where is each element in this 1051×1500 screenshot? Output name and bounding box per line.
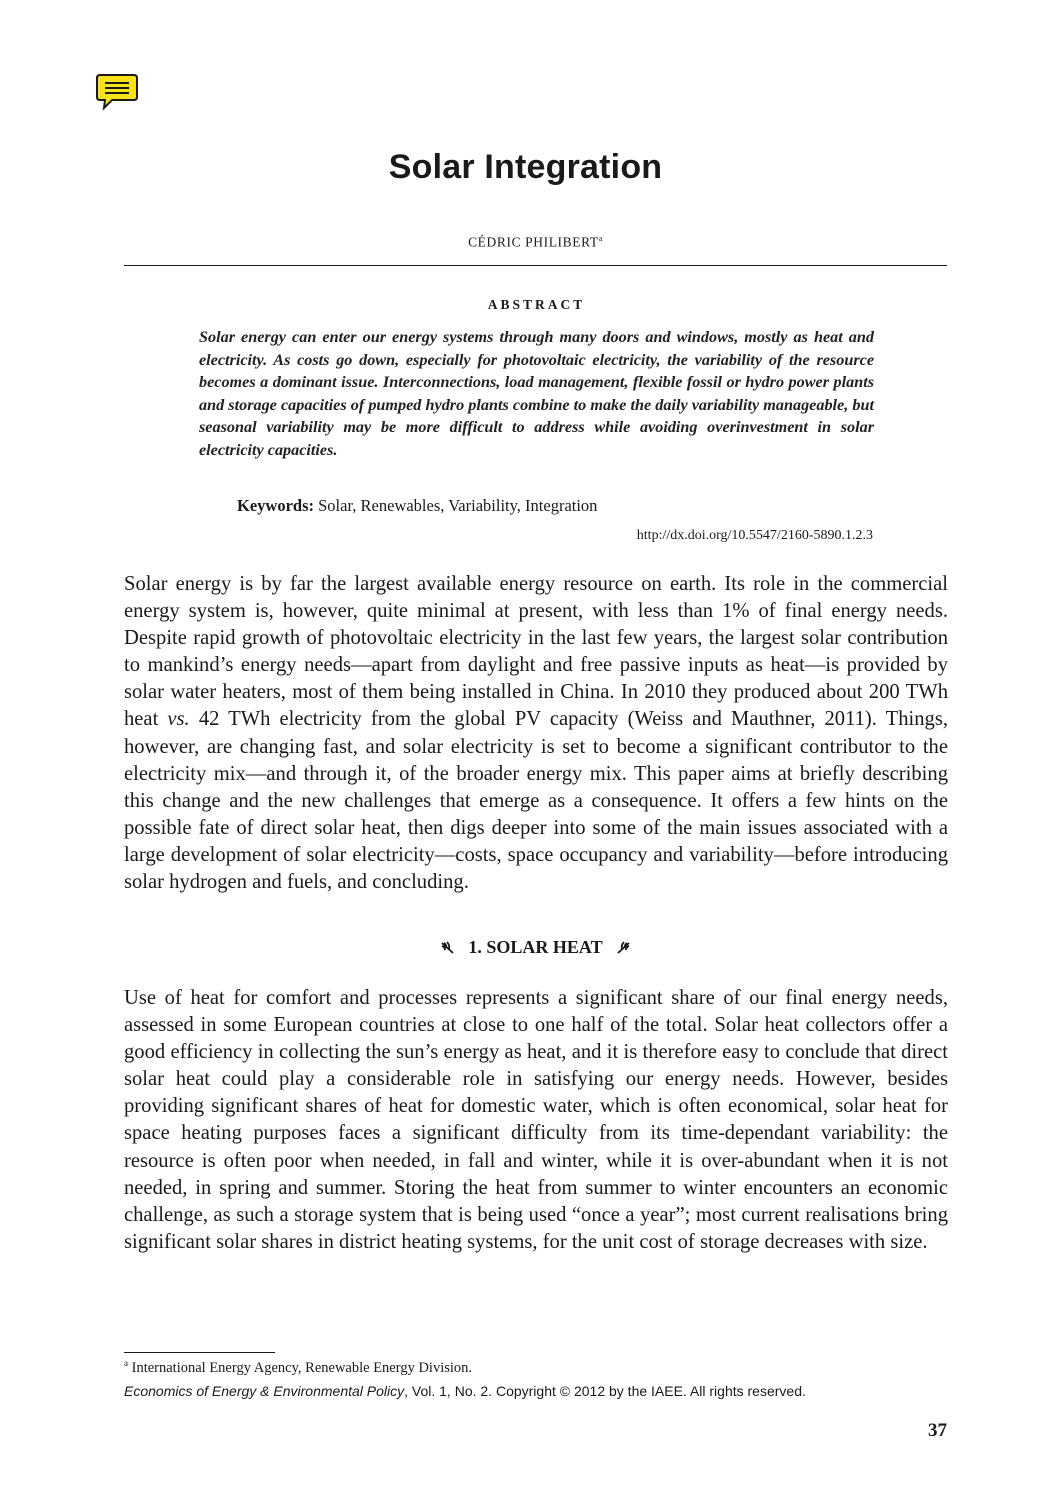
author-name: CÉDRIC PHILIBERT xyxy=(468,234,599,250)
footnote-mark: a xyxy=(124,1358,128,1368)
comment-icon[interactable] xyxy=(95,73,139,111)
fleuron-right-icon xyxy=(615,940,631,956)
article-title: Solar Integration xyxy=(388,148,663,186)
intro-paragraph xyxy=(124,571,948,896)
page-number: 37 xyxy=(928,1420,947,1441)
journal-details: , Vol. 1, No. 2. Copyright © 2012 by the IAEE. All rights reserved. xyxy=(404,1383,806,1399)
fleuron-left-icon xyxy=(440,940,456,956)
abstract-text: Solar energy can enter our energy systems through many doors and windows, mostly as heat and electricity. As costs go down, especially for photovoltaic electricity, the variability of the resource becomes a dominant issue. Interconnections, load management, flexible fossil or hydro power plants and storage capacities of pumped hydro plants combine to make the daily variability manageable, but seasonal variability may be more difficult to address while avoiding overinvestment in solar electricity capacities. xyxy=(199,328,874,459)
solar-heat-paragraph: Use of heat for comfort and processes represents a significant share of our final energy needs, assessed in some European countries at close to one half of the total. Solar heat collectors offer a good efficiency in collecting the sun’s energy as heat, and it is therefore easy to conclude that direct solar heat could play a considerable role in satisfying our energy needs. However, besides providing significant shares of heat for domestic water, which is often economical, solar heat for space heating purposes faces a significant difficulty from its time-dependant variability: the resource is often poor when needed, in fall and winter, while it is over-abundant when it is not needed, in spring and summer. Storing the heat from summer to winter encounters an economic challenge, as such a storage system that is being used “once a year”; most current realisations bring significant solar shares in district heating systems, for the unit cost of storage decreases with size. xyxy=(124,987,948,1253)
abstract-heading: ABSTRACT xyxy=(487,297,586,312)
doi-link[interactable]: http://dx.doi.org/10.5547/2160-5890.1.2.3 xyxy=(636,528,873,543)
header-rule xyxy=(124,265,947,266)
footnote xyxy=(124,1358,472,1377)
footnote-text: International Energy Agency, Renewable Energy Division. xyxy=(131,1359,473,1376)
intro-text-part1: Solar energy is by far the largest available energy resource on earth. Its role in the commercial energy system is, however, quite minimal at present, with less than 1% of final energy needs. Despite rapid growth of photovoltaic electricity in the last few years, the largest solar contribution to mankind’s energy needs—apart from daylight and free passive inputs as heat—is provided by solar water heaters, most of them being installed in China. In 2010 they produced about 200 TWh heat xyxy=(124,573,948,731)
section-heading-text: 1. SOLAR HEAT xyxy=(468,937,603,957)
keywords-label: Keywords: xyxy=(237,496,314,515)
section-heading xyxy=(0,937,1051,958)
author-line xyxy=(0,234,1051,251)
intro-text-part2: 42 TWh electricity from the global PV capacity (Weiss and Mauthner, 2011). Things, however, are changing fast, and solar electricity is set to become a significant contributor to the electricity mix—and through it, of the broader energy mix. This paper aims at briefly describing this change and the new challenges that emerge as a consequence. It offers a few hints on the possible fate of direct solar heat, then digs deeper into some of the main issues associated with a large development of solar electricity—costs, space occupancy and variability—before introducing solar hydrogen and fuels, and concluding. xyxy=(124,708,948,894)
footnote-rule xyxy=(124,1352,275,1353)
journal-citation xyxy=(124,1383,806,1399)
keywords-value: Solar, Renewables, Variability, Integration xyxy=(318,496,598,515)
journal-name: Economics of Energy & Environmental Policy xyxy=(124,1383,405,1399)
intro-vs: vs. xyxy=(167,708,190,731)
author-affiliation-mark: a xyxy=(598,234,603,243)
keywords-line xyxy=(237,496,597,516)
